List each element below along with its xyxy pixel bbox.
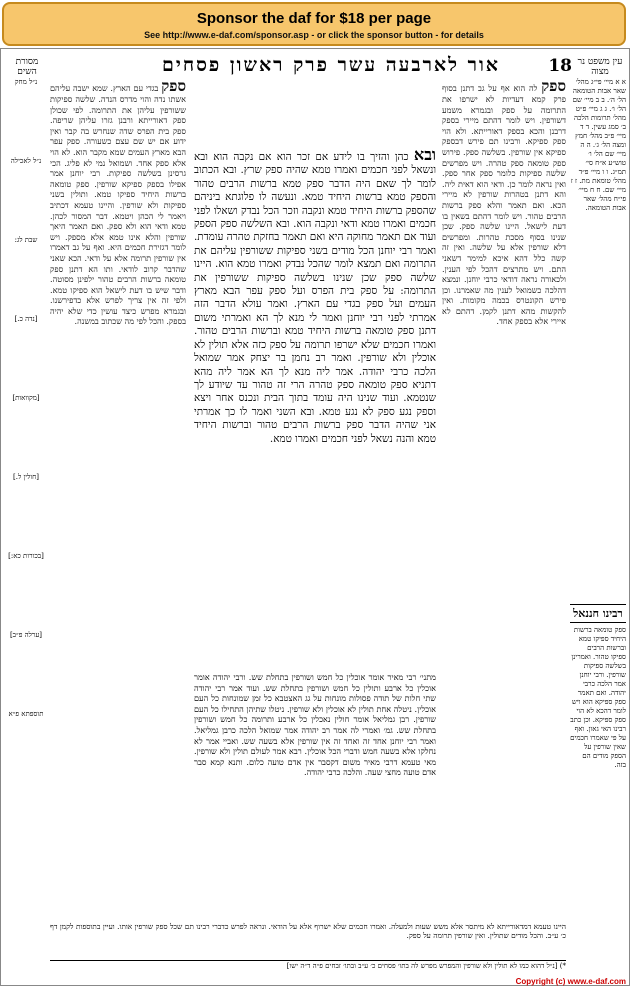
page-title: אור לארבעה עשר פרק ראשון פסחים	[161, 54, 500, 76]
talmud-page	[4, 52, 628, 972]
masoret-note: שבת לג:	[14, 236, 38, 244]
tosfot-text: לה הוא אף על גב דתנן בסוף פרק קמא דעדיות לא ישרפו את התרומה על ספק ובגמרא משמע דשורפין. ויש לומר דהתם מיירי בספק דרבנן והכא בספק דאורייתא. ולא הוי ספק ספיקא. ורבינו תם פירש דבספק ספיקא אין שורפין. בשלשה ספק. פירוש ספק טומאה ספק טהרה. ויש מפרשים שלשה ספיקות כלומר ספק אחר ספק. ואין נראה לומר כן. ודאי הוא דאית ליה. והא דתנן בטהרות שורפין לא מיירי הכא. ואם תאמר והלא ספק ברשות הרבים טהור. ויש לומר דהתם בשאין בו דעת לישאל. היינו שלשה ספק. שכן שנינו בסוף מסכת טהרות. ומפרשים דלא שורפין אלא על שלשה. ואין זה קשה כלל דהא איכא למימר דשאני התם. ויש מתרצים דהכל לפי הענין. ולכאורה נראה דודאי כרבי יוחנן. ונמצא דהלכה כשמואל לענין מה שאמרנו. וכן פירש הקונטרס בכמה מקומות. ואין להקשות מהא דתנן לקמן. דהתם לא איירי אלא בספק אחד.	[442, 83, 566, 327]
rashi-lead-word: ספק	[161, 78, 186, 95]
bottom-gloss: היינו טעמא דמדאורייתא לא מיתסר אלא משש שעות ולמעלה. ואמרו חכמים שלא ישרוף אלא על הודאי. ונראה לפרש כדברי רבינו תם שכל ספק שורפין אותו. ועיין בתוספות לקמן דף כ׳ ע״ב. והכל מודים שתולין. ואין שורפין תרומה על ספק.	[50, 922, 566, 941]
page-number: 18	[548, 56, 572, 76]
rashi-column	[50, 78, 186, 916]
ein-mishpat-label: עין משפט נר מצוה	[577, 57, 623, 77]
masoret-note: [ערלה פ״ב]	[9, 631, 43, 639]
masoret-note: [נדה כ.]	[14, 315, 38, 323]
masoret-hashas-column	[6, 78, 46, 916]
sponsor-title[interactable]: Sponsor the daf for $18 per page	[196, 10, 432, 27]
ein-mishpat-column: א א מיי׳ פי״ג מהל׳ שאר אבות הטומאה הל׳ ה׳. ב ב מיי׳ שם הל׳ ו׳. ג ג מיי׳ פ״ט מהל׳ תרומות הלכה ב׳ סמג עשין. ד ד מיי׳ פ״ב מהל׳ חמץ ומצה הל׳ ג׳. ה ה מיי׳ שם הל׳ ו׳ טוש״ע א״ח סי׳ תמ״ג. ו ו מיי׳ פ״ד מהל׳ טומאת מת. ז ז מיי׳ שם. ח ח מיי׳ פי״ח מהל׳ שאר אבות הטומאה.	[570, 78, 626, 212]
sponsor-banner[interactable]	[2, 2, 626, 46]
footnote: *) [נ״ל דהוא כמו לא תולין ולא שורפין והמפרש מפרש לה בתו׳ פסחים כ׳ ע״ב ובתו׳ זבחים פ״ה ד״ה ישו]	[50, 960, 566, 970]
masoret-label: מסורת השים	[15, 57, 39, 77]
mishnah-text: מתני׳ רבי מאיר אומר אוכלין כל חמש ושורפין בתחלת שש. ורבי יהודה אומר אוכלין כל ארבע ותולין כל חמש ושורפין בתחלת שש. ועוד אמר רבי יהודה שתי חלות של תודה פסולות מונחות על גג האצטבא כל זמן שמונחות כל העם אוכלין. ניטלה אחת תולין לא אוכלין ולא שורפין. ניטלו שתיהן התחילו כל העם שורפין. רבן גמליאל אומר חולין נאכלין כל ארבע ותרומה כל חמש ושורפין בתחלת שש. גמ׳ ואמרי לה אמר רב יהודה אמר שמואל הלכה כרבן גמליאל. ואמר רבי יוחנן אחד זה ואחד זה אין שורפין אלא בשעה שש. ואביי אמר לא נחלקו אלא בשעה חמש ודברי הכל אוכלין. רבא אמר לעולם תולין ולא שורפין. מאי טעמא דרבי מאיר משום דקסבר אין אדם טועה כלום. ותנא קמא סבר אדם טועה מחצי שעה. והלכה כרבי יהודה.	[194, 672, 436, 778]
masoret-note: [בכורות כא:]	[8, 552, 44, 560]
masoret-note: נ״ל מחק	[14, 78, 38, 86]
rabbeinu-chananel-heading: רבינו חננאל	[570, 604, 626, 623]
sponsor-subtitle[interactable]: See http://www.e-daf.com/sponsor.asp - or click the sponsor button - for details	[144, 30, 484, 40]
gemara-lead-word: ובא	[413, 148, 436, 164]
gemara-text: כהן והזיך בו לידע אם זכר הוא אם נקבה הוא ובא ונשאל לפני חכמים ואמרו טמא שהיה ספק שרץ. ובא הכתוב לומר לך שאם היה הדבר ספק טמא ברשות הרבים טהור והספק טמא ברשות היחיד טמא. ונעשה לו פלוגתא ביניהם שהספק ברשות היחיד טמא ונקבה וזכר הכל נבדק ושאלו לפני חכמים ואמרו טמא ודאי ונקבה הוא. ובא השלשה ספק הספק ועוד אם תאמר מחוקה היא ואם תאמר בחזקת טהרה עומדת. ואמר רבי יוחנן הכל מודים בשני ספיקות ששורפין עליהם את התרומה ואם תמצא לומר שהכל נבדק ואמרו טמא הוא. היינו שלשה ספק שכן שנינו בשלשה ספיקות ששורפין את התרומה: על ספק בית הפרס ועל ספק עפר הבא מארץ העמים ועל ספק בגדי עם הארץ. ואמר עולא הדבר הזה אמרתי לפני רבי יוחנן ואמר לי מנא לך הא ואמרתי משום דתנן ספק טומאה ברשות היחיד טמא וברשות הרבים טהור. ואמרו חכמים שלא ישרפו תרומה על ספק כזה אלא תולין לא אוכלין ולא שורפין. ואמר רב נחמן בר יצחק אמר שמואל הלכה כרבי יהודה. אמר ליה מנא לך הא אמר ליה מהא דתניא ספק טומאה ספק טהרה הרי זה טהור עד שיודע לך שנטמא. ועוד שנינו היה עומד בתוך הבית ונכנס אחר ויצא וספק נגע ספק לא נגע טמא. ובא השני ואמר לו כך אמרתי אני שהיה הדבר ספק ברשות הרבים טהור וברשות היחיד טמא והנה נשאל לפני חכמים ואמרו טמא.	[194, 151, 436, 445]
page-header	[4, 52, 628, 78]
copyright-link[interactable]: Copyright (c) www.e-daf.com	[515, 977, 626, 986]
gemara-main-text	[194, 148, 436, 668]
masoret-note: נ״ל לאכילה	[10, 157, 42, 165]
tosfot-lead-word: ספק	[541, 78, 566, 95]
rabbeinu-chananel-column: ספק טומאה ברשות היחיד ספיקו טמא וברשות הרבים ספיקו טהור. ואמרינן בשלשה ספיקות שורפין. ורבי יוחנן אמר הלכה כרבי יהודה. ואם תאמר ספק ספיקא הוא ויש לומר דהכא לא הוי ספק ספיקא. וכן כתב רבינו האי גאון. ואף על פי שאמרו חכמים שאין שורפין על הספק מודים הם בזה.	[570, 626, 626, 769]
masoret-note: תוספתא פ״א	[8, 710, 44, 718]
rashi-text: בגדי עם הארץ. שמא ישבה עליהם אשתו נדה והוי מדרס הנדה. שלשה ספיקות ששורפין עליהן את התרומה. לפי שכולן ספק דאורייתא ורבנן גזרו עליהן שריפה. ספק בית הפרס שדה שנחרש בה קבר ואין ידוע אם יש שם עצם כשעורה. ספק עפר הבא מארץ העמים שמא מקבר הוא. לא הוי אלא ספק אחד. ושמואל נמי לא פליג. הכי גרסינן בשלשה ספיקות. רבי יוחנן אמר אפילו בספק ספיקא שורפין. ספק טומאה ברשות היחיד ספיקו טמא. ותולין בשני ספיקות ולא שורפין. והיינו טעמא דכתיב ויאמר לי הכהן ויטמא. דבר המסור לכהן. טמא ודאי הוא ולא ספק. ואם תאמר היאך שורפין והלא אינו טמא אלא מספק. ויש לומר דגזירת חכמים היא. ואף על גב דאמרו אין שורפין תרומה אלא על ודאי. הכא שאני שהדבר קרוב לודאי. ותו הא דתנן ספק טומאה ברשות הרבים טהור ילפינן מסוטה. ודבר שיש בו דעת לישאל הוא ספיקו טמא. ולפי זה אין צריך לפרש אלא כדפירשנו. ובגמרא מפרש כיצד עושין כדי שלא יהיה בספק. והכל לפי מה שכתוב במשנה.	[50, 83, 186, 327]
tosfot-column	[442, 78, 566, 916]
masoret-note: [מקוואות]	[12, 394, 40, 402]
masoret-note: [חולין ל.]	[12, 473, 39, 481]
